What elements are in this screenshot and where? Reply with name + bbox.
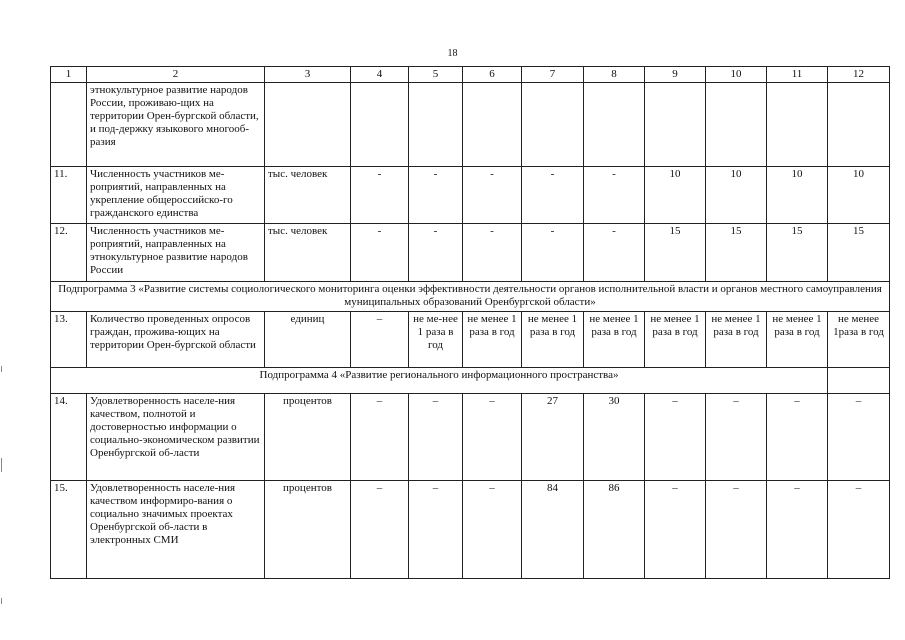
value-cell: 27 bbox=[522, 394, 584, 481]
col-header: 12 bbox=[828, 67, 890, 83]
value-cell: не менее 1 раза в год bbox=[767, 312, 828, 368]
value-cell: 15 bbox=[828, 224, 890, 282]
value-cell: - bbox=[584, 224, 645, 282]
value-cell: 84 bbox=[522, 481, 584, 579]
value-cell: – bbox=[463, 481, 522, 579]
col-header: 3 bbox=[265, 67, 351, 83]
value-cell: – bbox=[828, 394, 890, 481]
row-number: 14. bbox=[51, 394, 87, 481]
unit: процентов bbox=[265, 481, 351, 579]
scan-mark bbox=[1, 598, 2, 604]
value-cell: 10 bbox=[706, 167, 767, 224]
value-cell: – bbox=[706, 481, 767, 579]
page-number: 18 bbox=[447, 48, 458, 59]
value-cell: – bbox=[706, 394, 767, 481]
header-row bbox=[51, 67, 890, 83]
row-number: 11. bbox=[51, 167, 87, 224]
row-number: 12. bbox=[51, 224, 87, 282]
value-cell: - bbox=[522, 224, 584, 282]
value-cell: – bbox=[645, 394, 706, 481]
col-header: 8 bbox=[584, 67, 645, 83]
col-header: 5 bbox=[409, 67, 463, 83]
subprogram-4-title: Подпрограмма 4 «Развитие регионального информационного пространства» bbox=[51, 368, 828, 394]
col-header: 9 bbox=[645, 67, 706, 83]
table-row bbox=[51, 167, 890, 224]
value-cell: – bbox=[828, 481, 890, 579]
indicator-name: Удовлетворенность населе-ния качеством информиро-вания о социально значимых проектах Оренбургской об-ласти в электронных СМИ bbox=[87, 481, 265, 579]
indicator-name: этнокультурное развитие народов России, проживаю-щих на территории Орен-бургской области, и под-держку языкового многооб-разия bbox=[87, 83, 265, 167]
value-cell: - bbox=[463, 224, 522, 282]
value-cell: - bbox=[463, 167, 522, 224]
value-cell: не менее 1 раза в год bbox=[463, 312, 522, 368]
value-cell: не менее 1 раза в год bbox=[645, 312, 706, 368]
value-cell: 10 bbox=[767, 167, 828, 224]
value-cell: 86 bbox=[584, 481, 645, 579]
unit: единиц bbox=[265, 312, 351, 368]
col-header: 2 bbox=[87, 67, 265, 83]
table-row bbox=[51, 83, 890, 167]
table-row bbox=[51, 394, 890, 481]
table-row bbox=[51, 224, 890, 282]
value-cell: 10 bbox=[645, 167, 706, 224]
value-cell: – bbox=[351, 481, 409, 579]
subprogram-row bbox=[51, 368, 890, 394]
value-cell: 15 bbox=[767, 224, 828, 282]
col-header: 7 bbox=[522, 67, 584, 83]
value-cell: – bbox=[767, 481, 828, 579]
value-cell: – bbox=[409, 394, 463, 481]
value-cell: - bbox=[409, 167, 463, 224]
value-cell: 15 bbox=[706, 224, 767, 282]
unit: тыс. человек bbox=[265, 224, 351, 282]
scan-mark bbox=[1, 458, 2, 472]
table-row bbox=[51, 312, 890, 368]
row-number: 13. bbox=[51, 312, 87, 368]
value-cell: – bbox=[645, 481, 706, 579]
value-cell: не менее 1 раза в год bbox=[584, 312, 645, 368]
indicator-name: Удовлетворенность населе-ния качеством, полнотой и достоверностью информации о социально-экономическом развитии Оренбургской об-ласти bbox=[87, 394, 265, 481]
value-cell: - bbox=[409, 224, 463, 282]
value-cell: – bbox=[767, 394, 828, 481]
subprogram-row bbox=[51, 282, 890, 312]
value-cell: - bbox=[522, 167, 584, 224]
unit: тыс. человек bbox=[265, 167, 351, 224]
value-cell: не менее 1 раза в год bbox=[522, 312, 584, 368]
col-header: 1 bbox=[51, 67, 87, 83]
scan-mark bbox=[1, 366, 2, 372]
col-header: 4 bbox=[351, 67, 409, 83]
value-cell: – bbox=[351, 394, 409, 481]
value-cell: не менее 1 раза в год bbox=[706, 312, 767, 368]
col-header: 11 bbox=[767, 67, 828, 83]
col-header: 10 bbox=[706, 67, 767, 83]
row-number: 15. bbox=[51, 481, 87, 579]
value-cell: 10 bbox=[828, 167, 890, 224]
value-cell: - bbox=[351, 167, 409, 224]
indicator-name: Количество проведенных опросов граждан, прожива-ющих на территории Орен-бургской области bbox=[87, 312, 265, 368]
value-cell: не менее 1раза в год bbox=[828, 312, 890, 368]
indicator-name: Численность участников ме-роприятий, направленных на укрепление общероссийско-го гражданского единства bbox=[87, 167, 265, 224]
value-cell: - bbox=[351, 224, 409, 282]
indicators-table bbox=[50, 66, 890, 579]
unit: процентов bbox=[265, 394, 351, 481]
value-cell: не ме-нее 1 раза в год bbox=[409, 312, 463, 368]
value-cell: 30 bbox=[584, 394, 645, 481]
value-cell: - bbox=[584, 167, 645, 224]
value-cell: – bbox=[463, 394, 522, 481]
value-cell: – bbox=[351, 312, 409, 368]
col-header: 6 bbox=[463, 67, 522, 83]
subprogram-3-title: Подпрограмма 3 «Развитие системы социологического мониторинга оценки эффективности деятельности органов исполнительной власти и органов местного самоуправления муниципальных образований Оренбургской области» bbox=[51, 282, 890, 312]
value-cell: – bbox=[409, 481, 463, 579]
indicator-name: Численность участников ме-роприятий, направленных на этнокультурное развитие народов России bbox=[87, 224, 265, 282]
value-cell: 15 bbox=[645, 224, 706, 282]
table-row bbox=[51, 481, 890, 579]
